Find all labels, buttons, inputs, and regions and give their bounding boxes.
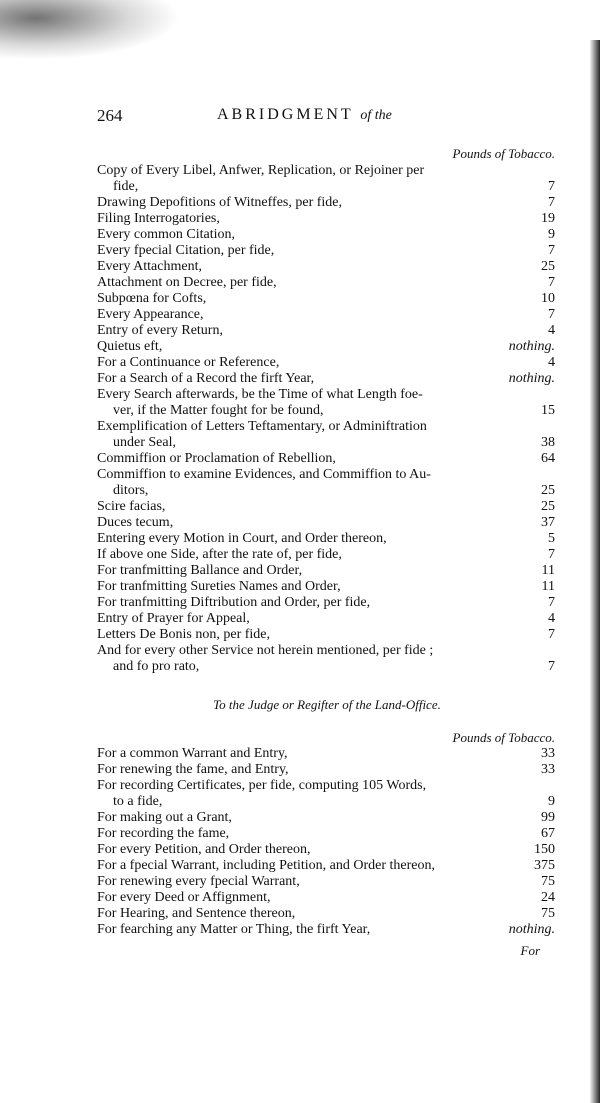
fee-description: For tranfmitting Sureties Names and Order, — [97, 579, 341, 594]
fee-list-land-office — [97, 746, 557, 938]
fee-description: For a Search of a Record the firft Year, — [97, 371, 315, 386]
fee-description: And for every other Service not herein mentioned, per fide ; — [97, 643, 434, 658]
fee-entry — [97, 563, 557, 579]
fee-amount: 25 — [541, 259, 555, 274]
fee-amount: 9 — [548, 227, 555, 242]
fee-amount: 7 — [548, 243, 555, 258]
fee-amount: 5 — [548, 531, 555, 546]
fee-description: Commiffion to examine Evidences, and Commiffion to Au- — [97, 467, 431, 482]
fee-amount: 19 — [541, 211, 555, 226]
fee-entry — [97, 259, 557, 275]
fee-description: Attachment on Decree, per fide, — [97, 275, 277, 290]
fee-description: For renewing every fpecial Warrant, — [97, 874, 300, 889]
fee-entry — [97, 547, 557, 563]
fee-entry — [97, 595, 557, 611]
fee-amount: 4 — [548, 355, 555, 370]
fee-amount: 7 — [548, 547, 555, 562]
fee-entry — [97, 163, 557, 195]
fee-description-continuation: ver, if the Matter fought for be found, — [113, 403, 324, 418]
fee-entry — [97, 419, 557, 451]
fee-amount: 4 — [548, 611, 555, 626]
fee-list-chancery — [97, 163, 557, 675]
fee-amount: 7 — [548, 195, 555, 210]
fee-description-continuation: and fo pro rato, — [113, 659, 200, 674]
fee-entry — [97, 467, 557, 499]
fee-amount: 150 — [534, 842, 555, 857]
fee-description: If above one Side, after the rate of, per fide, — [97, 547, 342, 562]
running-title-main: ABRIDGMENT — [217, 106, 354, 123]
section-title-land-office: To the Judge or Regifter of the Land-Office. — [213, 697, 441, 712]
fee-description: For Hearing, and Sentence thereon, — [97, 906, 296, 921]
fee-amount: 75 — [541, 874, 555, 889]
fee-amount: 7 — [548, 179, 555, 194]
fee-amount: 99 — [541, 810, 555, 825]
fee-amount: nothing. — [508, 922, 555, 937]
fee-entry — [97, 307, 557, 323]
fee-description-continuation: ditors, — [113, 483, 149, 498]
fee-entry — [97, 499, 557, 515]
fee-entry — [97, 890, 557, 906]
fee-description: For fearching any Matter or Thing, the firft Year, — [97, 922, 371, 937]
fee-description: Quietus eft, — [97, 339, 163, 354]
fee-amount: 64 — [541, 451, 555, 466]
fee-description: Every fpecial Citation, per fide, — [97, 243, 275, 258]
fee-description: Entering every Motion in Court, and Order thereon, — [97, 531, 387, 546]
fee-entry — [97, 291, 557, 307]
ink-smudge — [0, 0, 180, 60]
fee-description: For a Continuance or Reference, — [97, 355, 280, 370]
page-edge-shadow — [590, 40, 600, 1103]
fee-description: Copy of Every Libel, Anfwer, Replication, or Rejoiner per — [97, 163, 425, 178]
fee-entry — [97, 874, 557, 890]
fee-amount: 33 — [541, 762, 555, 777]
fee-entry — [97, 810, 557, 826]
fee-amount: nothing. — [508, 371, 555, 386]
fee-description: Duces tecum, — [97, 515, 174, 530]
fee-amount: 38 — [541, 435, 555, 450]
fee-description: Every Search afterwards, be the Time of what Length foe- — [97, 387, 423, 402]
fee-entry — [97, 243, 557, 259]
fee-description: Every Appearance, — [97, 307, 204, 322]
fee-entry — [97, 643, 557, 675]
fee-entry — [97, 842, 557, 858]
fee-entry — [97, 746, 557, 762]
fee-amount: 33 — [541, 746, 555, 761]
fee-description: Subpœna for Cofts, — [97, 291, 207, 306]
fee-amount: 11 — [541, 563, 555, 578]
fee-entry — [97, 826, 557, 842]
fee-entry — [97, 355, 557, 371]
fee-entry — [97, 531, 557, 547]
fee-entry — [97, 451, 557, 467]
column-heading-tobacco-2: Pounds of Tobacco. — [452, 730, 555, 745]
fee-description: For a fpecial Warrant, including Petition, and Order thereon, — [97, 858, 436, 873]
fee-entry — [97, 387, 557, 419]
fee-amount: 7 — [548, 627, 555, 642]
fee-entry — [97, 922, 557, 938]
fee-entry — [97, 339, 557, 355]
fee-amount: 9 — [548, 794, 555, 809]
fee-amount: 25 — [541, 483, 555, 498]
fee-description: Drawing Depofitions of Witneffes, per fide, — [97, 195, 343, 210]
fee-amount: 7 — [548, 307, 555, 322]
fee-description: Commiffion or Proclamation of Rebellion, — [97, 451, 336, 466]
fee-amount: 15 — [541, 403, 555, 418]
fee-entry — [97, 762, 557, 778]
fee-amount: 7 — [548, 275, 555, 290]
fee-description: Scire facias, — [97, 499, 166, 514]
fee-amount: 25 — [541, 499, 555, 514]
fee-description: Entry of every Return, — [97, 323, 223, 338]
fee-entry — [97, 275, 557, 291]
fee-description-continuation: fide, — [113, 179, 139, 194]
fee-amount: 37 — [541, 515, 555, 530]
fee-amount: 24 — [541, 890, 555, 905]
fee-description: For a common Warrant and Entry, — [97, 746, 288, 761]
catchword: For — [520, 943, 540, 958]
fee-amount: 7 — [548, 659, 555, 674]
fee-entry — [97, 906, 557, 922]
page-number: 264 — [97, 106, 123, 125]
fee-entry — [97, 211, 557, 227]
fee-description: Filing Interrogatories, — [97, 211, 220, 226]
fee-entry — [97, 515, 557, 531]
fee-amount: 11 — [541, 579, 555, 594]
fee-description: Entry of Prayer for Appeal, — [97, 611, 250, 626]
running-title — [217, 106, 392, 124]
fee-description: For every Deed or Affignment, — [97, 890, 271, 905]
fee-entry — [97, 627, 557, 643]
fee-description: For renewing the fame, and Entry, — [97, 762, 289, 777]
fee-amount: 75 — [541, 906, 555, 921]
column-heading-tobacco: Pounds of Tobacco. — [452, 146, 555, 161]
fee-description: For every Petition, and Order thereon, — [97, 842, 311, 857]
fee-description-continuation: to a fide, — [113, 794, 163, 809]
fee-description: Every common Citation, — [97, 227, 236, 242]
fee-description: For making out a Grant, — [97, 810, 232, 825]
fee-amount: 7 — [548, 595, 555, 610]
fee-amount: nothing. — [508, 339, 555, 354]
fee-description: For recording Certificates, per fide, computing 105 Words, — [97, 778, 427, 793]
fee-amount: 67 — [541, 826, 555, 841]
fee-amount: 4 — [548, 323, 555, 338]
fee-description: Exemplification of Letters Teftamentary, or Adminiftration — [97, 419, 427, 434]
running-title-suffix: of the — [360, 108, 392, 123]
fee-entry — [97, 611, 557, 627]
fee-entry — [97, 579, 557, 595]
fee-description: Letters De Bonis non, per fide, — [97, 627, 271, 642]
fee-description: For recording the fame, — [97, 826, 230, 841]
fee-entry — [97, 778, 557, 810]
fee-entry — [97, 195, 557, 211]
fee-entry — [97, 323, 557, 339]
fee-entry — [97, 371, 557, 387]
page-header — [97, 106, 557, 128]
fee-description: For tranfmitting Diftribution and Order, per fide, — [97, 595, 371, 610]
fee-description-continuation: under Seal, — [113, 435, 176, 450]
fee-entry — [97, 858, 557, 874]
fee-amount: 10 — [541, 291, 555, 306]
fee-description: For tranfmitting Ballance and Order, — [97, 563, 303, 578]
fee-entry — [97, 227, 557, 243]
fee-amount: 375 — [534, 858, 555, 873]
fee-description: Every Attachment, — [97, 259, 202, 274]
